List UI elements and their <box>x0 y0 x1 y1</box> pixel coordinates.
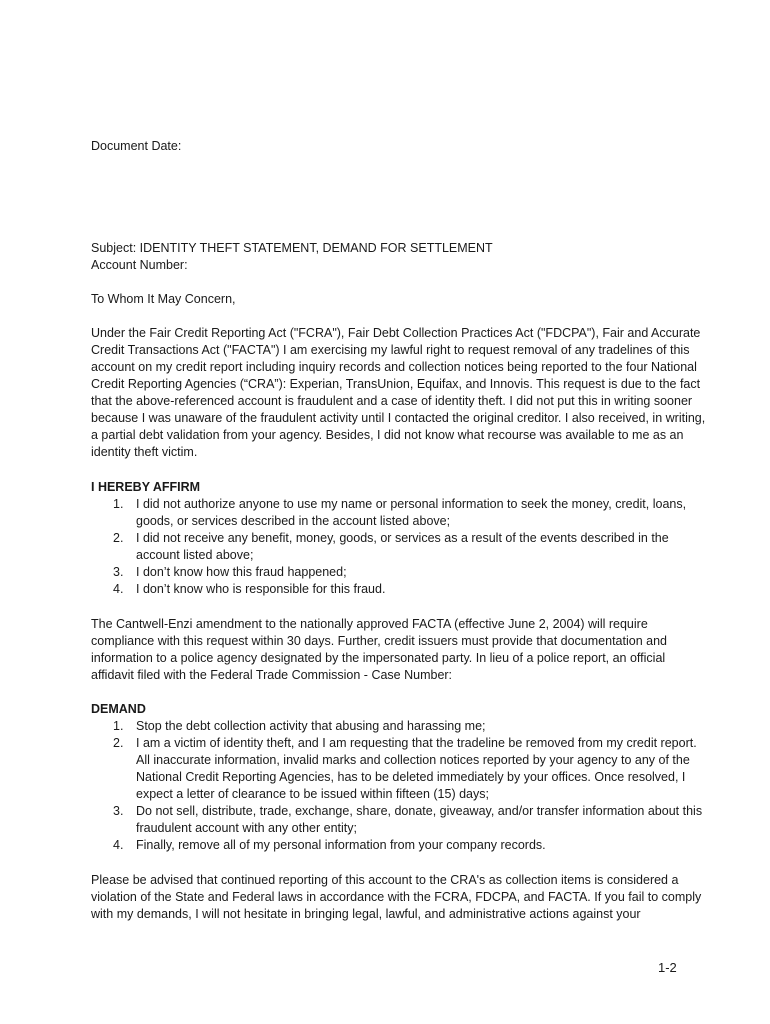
facta-paragraph <box>91 616 706 684</box>
list-item <box>91 803 711 837</box>
list-item-number: 2. <box>113 736 124 750</box>
list-item-text: Do not sell, distribute, trade, exchange, share, donate, giveaway, and/or transfer information about this fraudulent account with any other entity; <box>136 804 703 835</box>
list-item-number: 3. <box>113 804 124 818</box>
list-item <box>91 496 711 530</box>
list-item-number: 1. <box>113 719 124 733</box>
list-item <box>91 564 711 581</box>
affirm-heading: I HEREBY AFFIRM <box>91 480 201 494</box>
list-item-number: 4. <box>113 582 124 596</box>
list-item <box>91 735 711 803</box>
page-number: 1-2 <box>658 960 677 975</box>
account-number-label: Account Number: <box>91 258 188 272</box>
list-item-text: I did not authorize anyone to use my name or personal information to seek the money, credit, loans, goods, or services described in the account listed above; <box>136 497 687 528</box>
document-date-label: Document Date: <box>91 139 182 153</box>
list-item-number: 1. <box>113 497 124 511</box>
closing-paragraph-text: Please be advised that continued reporting of this account to the CRA's as collection items is considered a violation of the State and Federal laws in accordance with the FCRA, FDCPA, and FACTA. If you fail to comply with my demands, I will not hesitate in bringing legal, lawful, and administrative actions against your <box>91 873 702 921</box>
facta-paragraph-text: The Cantwell-Enzi amendment to the nationally approved FACTA (effective June 2, 2004) will require compliance with this request within 30 days. Further, credit issuers must provide that documentation and information to a police agency designated by the impersonated party. In lieu of a police report, an official affidavit filed with the Federal Trade Commission - Case Number: <box>91 617 667 682</box>
demand-heading: DEMAND <box>91 702 146 716</box>
intro-paragraph-text: Under the Fair Credit Reporting Act ("FCRA"), Fair Debt Collection Practices Act ("FDCPA"), Fair and Accurate Credit Transactions Act ("FACTA") I am exercising my lawful right to request removal of any tradelines of this account on my credit report including inquiry records and collection notices being reported to the four National Credit Reporting Agencies (“CRA”): Experian, TransUnion, Equifax, and Innovis. This request is due to the fact that the above-referenced account is fraudulent and a case of identity theft. I did not put this in writing sooner because I was unaware of the fraudulent activity until I contacted the original creditor. I also received, in writing, a partial debt validation from your agency. Besides, I did not know what recourse was available to me as an identity theft victim. <box>91 326 706 459</box>
list-item <box>91 718 711 735</box>
list-item-number: 4. <box>113 838 124 852</box>
demand-list <box>91 718 711 854</box>
list-item-text: I don’t know who is responsible for this fraud. <box>136 582 386 596</box>
intro-paragraph <box>91 325 706 461</box>
subject-line: Subject: IDENTITY THEFT STATEMENT, DEMAND FOR SETTLEMENT <box>91 241 493 255</box>
list-item <box>91 837 711 854</box>
list-item-number: 2. <box>113 531 124 545</box>
list-item-text: Finally, remove all of my personal information from your company records. <box>136 838 546 852</box>
list-item-text: Stop the debt collection activity that abusing and harassing me; <box>136 719 486 733</box>
list-item <box>91 530 711 564</box>
list-item <box>91 581 711 598</box>
list-item-number: 3. <box>113 565 124 579</box>
affirm-list <box>91 496 711 598</box>
list-item-text: I did not receive any benefit, money, goods, or services as a result of the events described in the account listed above; <box>136 531 669 562</box>
list-item-text: I don’t know how this fraud happened; <box>136 565 347 579</box>
list-item-text: I am a victim of identity theft, and I am requesting that the tradeline be removed from my credit report. All inaccurate information, invalid marks and collection notices reported by your agency to any of the National Credit Reporting Agencies, has to be deleted immediately by your offices. Once resolved, I expect a letter of clearance to be issued within fifteen (15) days; <box>136 736 697 801</box>
salutation: To Whom It May Concern, <box>91 292 236 306</box>
closing-paragraph <box>91 872 706 923</box>
